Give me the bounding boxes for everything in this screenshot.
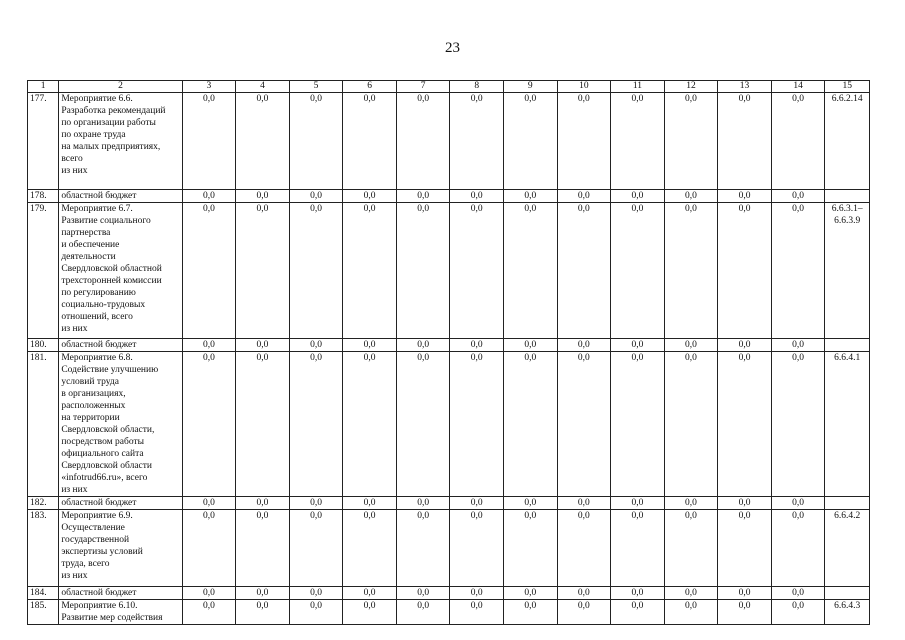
value-cell: 0,0 bbox=[343, 203, 397, 339]
description-line: трехсторонней комиссии bbox=[61, 276, 162, 286]
description-line: Свердловской областной bbox=[61, 264, 162, 274]
value-cell: 0,0 bbox=[396, 93, 450, 190]
header-row bbox=[28, 81, 870, 93]
value-cell: 0,0 bbox=[182, 510, 236, 587]
value-cell: 0,0 bbox=[771, 510, 825, 587]
value-cell: 0,0 bbox=[396, 339, 450, 352]
value-cell: 0,0 bbox=[664, 587, 718, 600]
value-cell: 0,0 bbox=[182, 587, 236, 600]
value-cell: 0,0 bbox=[289, 339, 343, 352]
column-header: 2 bbox=[59, 81, 182, 93]
description-line: всего bbox=[61, 154, 83, 164]
reference-cell bbox=[825, 93, 870, 190]
value-cell: 0,0 bbox=[182, 203, 236, 339]
value-cell: 0,0 bbox=[289, 203, 343, 339]
description-line: Мероприятие 6.8. bbox=[61, 353, 133, 363]
description-line: областной бюджет bbox=[61, 498, 137, 508]
value-cell: 0,0 bbox=[450, 352, 504, 497]
value-cell: 0,0 bbox=[504, 510, 558, 587]
value-cell: 0,0 bbox=[343, 587, 397, 600]
page-number: 23 bbox=[445, 40, 460, 56]
column-header: 9 bbox=[504, 81, 558, 93]
value-cell: 0,0 bbox=[450, 190, 504, 203]
description-line: Свердловской области bbox=[61, 461, 153, 471]
value-cell: 0,0 bbox=[557, 190, 611, 203]
column-header: 5 bbox=[289, 81, 343, 93]
value-cell: 0,0 bbox=[236, 510, 290, 587]
row-description bbox=[59, 587, 182, 600]
value-cell: 0,0 bbox=[718, 510, 772, 587]
value-cell: 0,0 bbox=[289, 352, 343, 497]
value-cell: 0,0 bbox=[236, 497, 290, 510]
column-header: 14 bbox=[771, 81, 825, 93]
reference-cell bbox=[825, 190, 870, 203]
value-cell: 0,0 bbox=[718, 497, 772, 510]
table-row bbox=[28, 352, 870, 497]
value-cell: 0,0 bbox=[504, 339, 558, 352]
description-line: по регулированию bbox=[61, 288, 136, 298]
value-cell: 0,0 bbox=[611, 339, 665, 352]
value-cell: 0,0 bbox=[450, 510, 504, 587]
value-cell: 0,0 bbox=[664, 352, 718, 497]
value-cell: 0,0 bbox=[182, 497, 236, 510]
reference-line: 6.6.4.1 bbox=[834, 353, 861, 363]
row-description bbox=[59, 190, 182, 203]
column-header: 12 bbox=[664, 81, 718, 93]
value-cell: 0,0 bbox=[343, 510, 397, 587]
value-cell: 0,0 bbox=[236, 339, 290, 352]
value-cell: 0,0 bbox=[664, 497, 718, 510]
value-cell: 0,0 bbox=[718, 339, 772, 352]
value-cell: 0,0 bbox=[504, 600, 558, 625]
value-cell: 0,0 bbox=[343, 190, 397, 203]
description-line: из них bbox=[61, 324, 88, 334]
column-header: 8 bbox=[450, 81, 504, 93]
value-cell: 0,0 bbox=[289, 93, 343, 190]
value-cell: 0,0 bbox=[182, 600, 236, 625]
value-cell: 0,0 bbox=[236, 93, 290, 190]
table-row bbox=[28, 93, 870, 190]
value-cell: 0,0 bbox=[236, 600, 290, 625]
value-cell: 0,0 bbox=[504, 587, 558, 600]
description-line: областной бюджет bbox=[61, 340, 137, 350]
table-row bbox=[28, 587, 870, 600]
value-cell: 0,0 bbox=[771, 203, 825, 339]
row-number: 177. bbox=[28, 93, 59, 190]
value-cell: 0,0 bbox=[557, 587, 611, 600]
value-cell: 0,0 bbox=[611, 93, 665, 190]
description-line: Содействие улучшению bbox=[61, 365, 159, 375]
description-line: посредством работы bbox=[61, 437, 144, 447]
value-cell: 0,0 bbox=[611, 497, 665, 510]
description-line: на малых предприятиях, bbox=[61, 142, 161, 152]
column-header: 6 bbox=[343, 81, 397, 93]
value-cell: 0,0 bbox=[557, 352, 611, 497]
row-number: 181. bbox=[28, 352, 59, 497]
value-cell: 0,0 bbox=[182, 352, 236, 497]
description-line: по организации работы bbox=[61, 118, 156, 128]
description-line: деятельности bbox=[61, 252, 116, 262]
value-cell: 0,0 bbox=[504, 352, 558, 497]
value-cell: 0,0 bbox=[396, 600, 450, 625]
value-cell: 0,0 bbox=[236, 190, 290, 203]
value-cell: 0,0 bbox=[557, 510, 611, 587]
value-cell: 0,0 bbox=[718, 190, 772, 203]
description-line: «infotrud66.ru», всего bbox=[61, 473, 148, 483]
value-cell: 0,0 bbox=[182, 93, 236, 190]
value-cell: 0,0 bbox=[557, 93, 611, 190]
value-cell: 0,0 bbox=[557, 497, 611, 510]
column-header: 11 bbox=[611, 81, 665, 93]
column-header: 1 bbox=[28, 81, 59, 93]
reference-cell bbox=[825, 497, 870, 510]
value-cell: 0,0 bbox=[611, 190, 665, 203]
description-line: областной бюджет bbox=[61, 191, 137, 201]
description-line: партнерства bbox=[61, 228, 111, 238]
value-cell: 0,0 bbox=[343, 352, 397, 497]
value-cell: 0,0 bbox=[236, 352, 290, 497]
value-cell: 0,0 bbox=[718, 203, 772, 339]
value-cell: 0,0 bbox=[396, 352, 450, 497]
column-header: 10 bbox=[557, 81, 611, 93]
value-cell: 0,0 bbox=[557, 600, 611, 625]
value-cell: 0,0 bbox=[343, 600, 397, 625]
value-cell: 0,0 bbox=[236, 587, 290, 600]
value-cell: 0,0 bbox=[396, 587, 450, 600]
value-cell: 0,0 bbox=[450, 497, 504, 510]
value-cell: 0,0 bbox=[664, 190, 718, 203]
value-cell: 0,0 bbox=[557, 203, 611, 339]
value-cell: 0,0 bbox=[343, 339, 397, 352]
description-line: в организациях, bbox=[61, 389, 126, 399]
value-cell: 0,0 bbox=[450, 93, 504, 190]
description-line: Мероприятие 6.6. bbox=[61, 94, 133, 104]
value-cell: 0,0 bbox=[611, 600, 665, 625]
row-description bbox=[59, 497, 182, 510]
table-row bbox=[28, 497, 870, 510]
value-cell: 0,0 bbox=[343, 497, 397, 510]
value-cell: 0,0 bbox=[289, 190, 343, 203]
value-cell: 0,0 bbox=[396, 203, 450, 339]
value-cell: 0,0 bbox=[611, 510, 665, 587]
value-cell: 0,0 bbox=[611, 352, 665, 497]
table-row bbox=[28, 203, 870, 339]
row-description bbox=[59, 510, 182, 587]
value-cell: 0,0 bbox=[771, 339, 825, 352]
description-line: труда, всего bbox=[61, 559, 110, 569]
description-line: расположенных bbox=[61, 401, 126, 411]
description-line: из них bbox=[61, 166, 88, 176]
value-cell: 0,0 bbox=[771, 497, 825, 510]
value-cell: 0,0 bbox=[611, 587, 665, 600]
value-cell: 0,0 bbox=[504, 190, 558, 203]
reference-line: 6.6.3.1– bbox=[831, 204, 863, 214]
row-number: 178. bbox=[28, 190, 59, 203]
description-line: Развитие мер содействия bbox=[61, 613, 163, 623]
description-line: Мероприятие 6.7. bbox=[61, 204, 133, 214]
value-cell: 0,0 bbox=[771, 190, 825, 203]
value-cell: 0,0 bbox=[289, 600, 343, 625]
reference-line: 6.6.3.9 bbox=[834, 216, 861, 226]
row-description bbox=[59, 93, 182, 190]
value-cell: 0,0 bbox=[664, 203, 718, 339]
value-cell: 0,0 bbox=[664, 600, 718, 625]
value-cell: 0,0 bbox=[396, 190, 450, 203]
description-line: Развитие социального bbox=[61, 216, 151, 226]
reference-cell bbox=[825, 339, 870, 352]
description-line: из них bbox=[61, 485, 88, 495]
value-cell: 0,0 bbox=[343, 93, 397, 190]
description-line: из них bbox=[61, 571, 88, 581]
row-description bbox=[59, 600, 182, 625]
value-cell: 0,0 bbox=[450, 203, 504, 339]
column-header: 3 bbox=[182, 81, 236, 93]
column-header: 15 bbox=[825, 81, 870, 93]
reference-cell bbox=[825, 510, 870, 587]
row-number: 179. bbox=[28, 203, 59, 339]
value-cell: 0,0 bbox=[450, 339, 504, 352]
row-description bbox=[59, 352, 182, 497]
value-cell: 0,0 bbox=[664, 510, 718, 587]
value-cell: 0,0 bbox=[182, 190, 236, 203]
value-cell: 0,0 bbox=[611, 203, 665, 339]
value-cell: 0,0 bbox=[289, 497, 343, 510]
value-cell: 0,0 bbox=[504, 497, 558, 510]
value-cell: 0,0 bbox=[450, 600, 504, 625]
description-line: Мероприятие 6.10. bbox=[61, 601, 138, 611]
row-description bbox=[59, 339, 182, 352]
table-row bbox=[28, 600, 870, 625]
value-cell: 0,0 bbox=[396, 497, 450, 510]
value-cell: 0,0 bbox=[450, 587, 504, 600]
description-line: на территории bbox=[61, 413, 120, 423]
value-cell: 0,0 bbox=[718, 600, 772, 625]
reference-cell bbox=[825, 352, 870, 497]
row-number: 185. bbox=[28, 600, 59, 625]
description-line: Свердловской области, bbox=[61, 425, 155, 435]
table-row bbox=[28, 339, 870, 352]
value-cell: 0,0 bbox=[289, 510, 343, 587]
value-cell: 0,0 bbox=[771, 352, 825, 497]
value-cell: 0,0 bbox=[771, 587, 825, 600]
value-cell: 0,0 bbox=[771, 600, 825, 625]
value-cell: 0,0 bbox=[289, 587, 343, 600]
value-cell: 0,0 bbox=[504, 93, 558, 190]
description-line: условий труда bbox=[61, 377, 119, 387]
description-line: Мероприятие 6.9. bbox=[61, 511, 133, 521]
column-header: 7 bbox=[396, 81, 450, 93]
description-line: официального сайта bbox=[61, 449, 144, 459]
description-line: областной бюджет bbox=[61, 588, 137, 598]
column-header: 13 bbox=[718, 81, 772, 93]
reference-cell bbox=[825, 587, 870, 600]
reference-cell bbox=[825, 203, 870, 339]
value-cell: 0,0 bbox=[396, 510, 450, 587]
reference-line: 6.6.4.3 bbox=[834, 601, 861, 611]
budget-table bbox=[27, 80, 870, 625]
reference-line: 6.6.2.14 bbox=[831, 94, 863, 104]
value-cell: 0,0 bbox=[236, 203, 290, 339]
value-cell: 0,0 bbox=[718, 93, 772, 190]
row-number: 182. bbox=[28, 497, 59, 510]
description-line: по охране труда bbox=[61, 130, 126, 140]
value-cell: 0,0 bbox=[664, 93, 718, 190]
value-cell: 0,0 bbox=[771, 93, 825, 190]
description-line: и обеспечение bbox=[61, 240, 120, 250]
reference-cell bbox=[825, 600, 870, 625]
value-cell: 0,0 bbox=[718, 352, 772, 497]
column-header: 4 bbox=[236, 81, 290, 93]
row-number: 180. bbox=[28, 339, 59, 352]
value-cell: 0,0 bbox=[718, 587, 772, 600]
value-cell: 0,0 bbox=[504, 203, 558, 339]
table-row bbox=[28, 510, 870, 587]
description-line: Осуществление bbox=[61, 523, 125, 533]
value-cell: 0,0 bbox=[557, 339, 611, 352]
description-line: отношений, всего bbox=[61, 312, 133, 322]
row-number: 184. bbox=[28, 587, 59, 600]
row-description bbox=[59, 203, 182, 339]
table-row bbox=[28, 190, 870, 203]
value-cell: 0,0 bbox=[664, 339, 718, 352]
description-line: Разработка рекомендаций bbox=[61, 106, 166, 116]
description-line: государственной bbox=[61, 535, 130, 545]
description-line: социально-трудовых bbox=[61, 300, 146, 310]
row-number: 183. bbox=[28, 510, 59, 587]
reference-line: 6.6.4.2 bbox=[834, 511, 861, 521]
description-line: экспертизы условий bbox=[61, 547, 143, 557]
value-cell: 0,0 bbox=[182, 339, 236, 352]
